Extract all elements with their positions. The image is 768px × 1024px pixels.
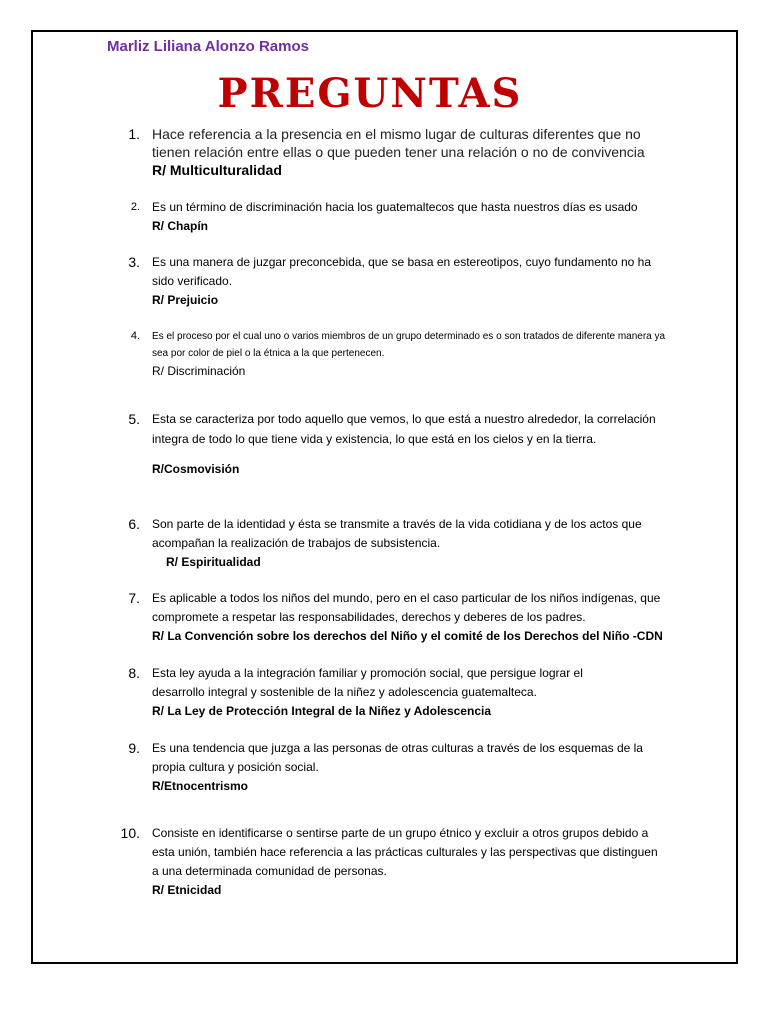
page-title: PREGUNTAS — [217, 70, 523, 117]
question-text: Consiste en identificarse o sentirse parte de un grupo étnico y excluir a otros grupos debido a esta unión, también hace referencia a las prácticas culturales y las perspectivas que distinguen a una determinada comunidad de personas. — [152, 826, 658, 878]
question-item — [126, 198, 666, 236]
question-text: Es aplicable a todos los niños del mundo, pero en el caso particular de los niños indígenas, que compromete a respetar las responsabilidades, derechos y deberes de los padres. — [152, 591, 661, 624]
question-number: 6. — [128, 516, 140, 532]
author-name: Marliz Liliana Alonzo Ramos — [107, 38, 309, 55]
question-answer: R/ La Ley de Protección Integral de la Niñez y Adolescencia — [152, 704, 491, 718]
question-item — [126, 409, 666, 479]
question-item — [126, 739, 666, 796]
question-answer: R/ Discriminación — [152, 364, 246, 378]
question-number: 4. — [130, 330, 140, 342]
question-answer: R/ Multiculturalidad — [152, 162, 282, 178]
question-text: Es un término de discriminación hacia los guatemaltecos que hasta nuestros días es usado — [152, 200, 638, 214]
question-text: Es una tendencia que juzga a las personas de otras culturas a través de los esquemas de la propia cultura y posición social. — [152, 741, 643, 774]
question-answer: R/ Etnicidad — [152, 883, 222, 897]
question-answer: R/Cosmovisión — [152, 462, 240, 476]
question-number: 10. — [120, 825, 140, 841]
question-number: 5. — [128, 411, 140, 427]
question-answer: R/Etnocentrismo — [152, 779, 249, 793]
question-item — [126, 125, 666, 179]
question-number: 9. — [128, 740, 140, 756]
question-number: 1. — [128, 126, 140, 142]
question-text: Son parte de la identidad y ésta se transmite a través de la vida cotidiana y de los actos que acompañan la realización de trabajos de subsistencia. — [152, 517, 642, 550]
question-item — [126, 253, 666, 310]
question-answer: R/ Espiritualidad — [166, 555, 261, 569]
question-text: Esta se caracteriza por todo aquello que vemos, lo que está a nuestro alrededor, la correlación integra de todo lo que tiene vida y existencia, lo que está en los cielos y en la tierra. — [152, 412, 656, 446]
question-text: Esta ley ayuda a la integración familiar y promoción social, que persigue lograr el desarrollo integral y sostenible de la niñez y adolescencia guatemalteca. — [152, 666, 583, 699]
question-item — [126, 589, 666, 646]
question-number: 3. — [128, 254, 140, 270]
question-item — [120, 824, 666, 900]
question-answer: R/ Prejuicio — [152, 293, 219, 307]
question-item — [126, 515, 666, 572]
question-text: Es una manera de juzgar preconcebida, que se basa en estereotipos, cuyo fundamento no ha sido verificado. — [152, 255, 652, 288]
question-answer: R/ La Convención sobre los derechos del Niño y el comité de los Derechos del Niño -CDN — [152, 629, 663, 643]
question-item — [126, 664, 666, 721]
question-text: Es el proceso por el cual uno o varios miembros de un grupo determinado es o son tratados de diferente manera ya sea por color de piel o la étnica a la que pertenecen. — [152, 331, 666, 359]
question-item — [126, 328, 666, 380]
question-answer: R/ Chapín — [152, 219, 208, 233]
question-number: 8. — [128, 665, 140, 681]
question-number: 7. — [128, 590, 140, 606]
question-number: 2. — [130, 201, 140, 213]
question-text: Hace referencia a la presencia en el mismo lugar de culturas diferentes que no tienen relación entre ellas o que pueden tener una relación o no de convivencia — [152, 126, 645, 160]
